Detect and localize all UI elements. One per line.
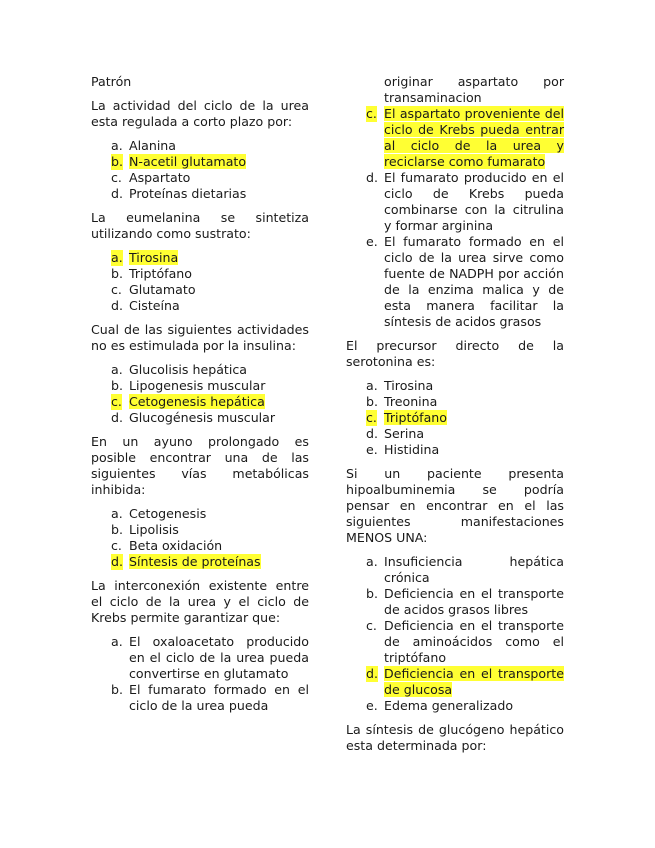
option: c. Aspartato bbox=[111, 170, 191, 185]
question-6: El precursor directo de la serotonina es: bbox=[346, 338, 564, 369]
question-4-options bbox=[91, 506, 309, 570]
option: b. Treonina bbox=[366, 394, 438, 409]
left-column bbox=[91, 74, 309, 714]
option: b. Lipolisis bbox=[111, 522, 179, 537]
option-highlighted: c. Triptófano bbox=[366, 410, 447, 425]
right-column bbox=[346, 74, 564, 762]
question-7-options bbox=[346, 554, 564, 714]
question-3-options bbox=[91, 362, 309, 426]
option: a. Alanina bbox=[111, 138, 177, 153]
document-title: Patrón bbox=[91, 74, 132, 89]
question-1-options bbox=[91, 138, 309, 202]
option: b. El fumarato formado en el ciclo de la urea pueda bbox=[111, 682, 309, 713]
option-highlighted: c. Cetogenesis hepática bbox=[111, 394, 265, 409]
option: a. Insuficiencia hepática crónica bbox=[366, 554, 564, 585]
option: e. El fumarato formado en el ciclo de la urea sirve como fuente de NADPH por acción de la enzima malica y de esta manera facilitar la síntesis de acidos grasos bbox=[366, 234, 564, 329]
option: d. Cisteína bbox=[111, 298, 180, 313]
option: a. Tirosina bbox=[366, 378, 434, 393]
option-highlighted: c. El aspartato proveniente del ciclo de Krebs pueda entrar al ciclo de la urea y reciclarse como fumarato bbox=[366, 106, 564, 169]
option: b. Triptófano bbox=[111, 266, 192, 281]
option: d. Serina bbox=[366, 426, 425, 441]
option-highlighted: d. Síntesis de proteínas bbox=[111, 554, 261, 569]
option-highlighted: b. N-acetil glutamato bbox=[111, 154, 247, 169]
option: b. Deficiencia en el transporte de acidos grasos libres bbox=[366, 586, 564, 617]
option: a. El oxaloacetato producido en el ciclo de la urea pueda convertirse en glutamato bbox=[111, 634, 309, 681]
option-highlighted: d. Deficiencia en el transporte de glucosa bbox=[366, 666, 564, 697]
option: c. Deficiencia en el transporte de aminoácidos como el triptófano bbox=[366, 618, 564, 665]
option: e. Edema generalizado bbox=[366, 698, 514, 713]
question-7: Si un paciente presenta hipoalbuminemia se podría pensar en encontrar en el las siguientes manifestaciones MENOS UNA: bbox=[346, 466, 564, 545]
option: c. Beta oxidación bbox=[111, 538, 223, 553]
option-continued: originar aspartato por transaminacion bbox=[384, 74, 564, 105]
question-5-options bbox=[91, 634, 309, 714]
question-5-options-continued bbox=[346, 106, 564, 330]
question-2: La eumelanina se sintetiza utilizando como sustrato: bbox=[91, 210, 309, 241]
question-1: La actividad del ciclo de la urea esta regulada a corto plazo por: bbox=[91, 98, 309, 129]
option-highlighted: a. Tirosina bbox=[111, 250, 179, 265]
option: e. Histidina bbox=[366, 442, 440, 457]
option: c. Glutamato bbox=[111, 282, 196, 297]
option: d. El fumarato producido en el ciclo de Krebs pueda combinarse con la citrulina y formar arginina bbox=[366, 170, 564, 233]
question-2-options bbox=[91, 250, 309, 314]
option: d. Proteínas dietarias bbox=[111, 186, 247, 201]
option: a. Cetogenesis bbox=[111, 506, 207, 521]
option: a. Glucolisis hepática bbox=[111, 362, 248, 377]
question-8: La síntesis de glucógeno hepático esta determinada por: bbox=[346, 722, 564, 753]
option: b. Lipogenesis muscular bbox=[111, 378, 266, 393]
question-3: Cual de las siguientes actividades no es estimulada por la insulina: bbox=[91, 322, 309, 353]
question-6-options bbox=[346, 378, 564, 458]
question-5: La interconexión existente entre el ciclo de la urea y el ciclo de Krebs permite garantizar que: bbox=[91, 578, 309, 625]
option: d. Glucogénesis muscular bbox=[111, 410, 276, 425]
question-4: En un ayuno prolongado es posible encontrar una de las siguientes vías metabólicas inhibida: bbox=[91, 434, 309, 497]
